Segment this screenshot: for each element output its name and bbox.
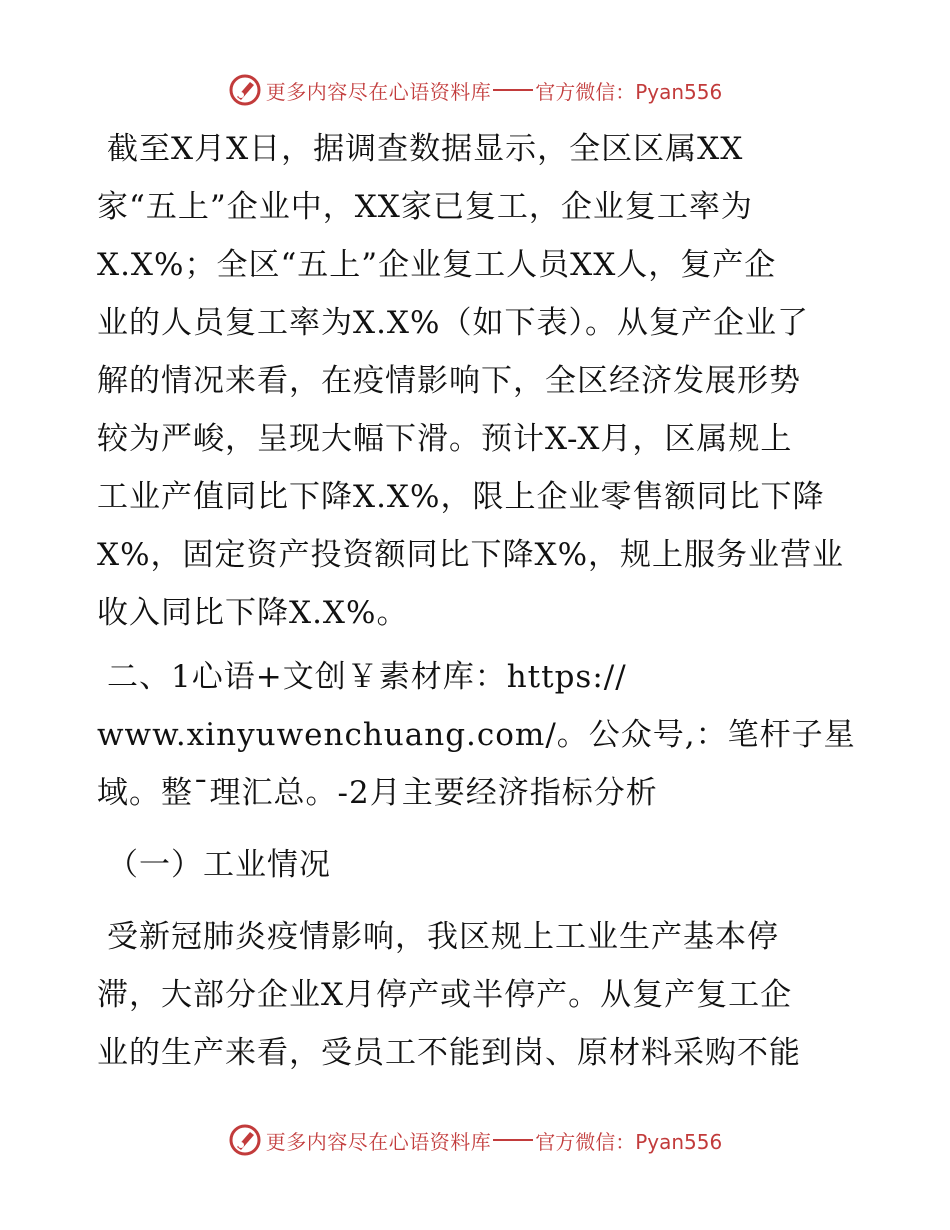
footer-banner-text: 更多内容尽在心语资料库: [265, 1129, 492, 1154]
xinyu-logo-icon: [228, 73, 262, 107]
body-line-8: X%，固定资产投资额同比下降X%，规上服务业营业: [97, 537, 845, 573]
subsection-heading-industry: （一）工业情况: [107, 847, 331, 883]
body-line-4: 业的人员复工率为X.X%（如下表）。从复产企业了: [97, 305, 809, 341]
body-line-5: 解的情况来看，在疫情影响下，全区经济发展形势: [97, 363, 801, 399]
footer-banner-dash: [493, 1139, 533, 1141]
body-line-1: 截至X月X日，据调查数据显示，全区区属XX: [107, 131, 744, 167]
body-line-14: 滞，大部分企业X月停产或半停产。从复产复工企: [97, 977, 793, 1013]
header-banner-contact: 官方微信：Pyan556: [535, 79, 723, 104]
body-line-13: 受新冠肺炎疫情影响，我区规上工业生产基本停: [107, 919, 779, 955]
body-line-6: 较为严峻，呈现大幅下滑。预计X-X月，区属规上: [97, 421, 793, 457]
footer-watermark-banner: [0, 1118, 950, 1162]
body-line-section-title: 域。整¯理汇总。-2月主要经济指标分析: [97, 775, 658, 811]
body-line-15: 业的生产来看，受员工不能到岗、原材料采购不能: [97, 1035, 801, 1071]
header-watermark-banner: [0, 68, 950, 112]
document-body: [97, 120, 867, 1082]
header-banner-text: 更多内容尽在心语资料库: [265, 79, 492, 104]
body-line-2: 家“五上”企业中，XX家已复工，企业复工率为: [97, 189, 753, 225]
xinyu-logo-icon: [228, 1123, 262, 1157]
body-line-3: X.X%；全区“五上”企业复工人员XX人，复产企: [97, 247, 777, 283]
header-banner-dash: [493, 89, 533, 91]
section-heading-2: 二、1心语+文创￥素材库：https://: [107, 659, 627, 695]
body-line-9: 收入同比下降X.X%。: [97, 595, 409, 631]
footer-banner-contact: 官方微信：Pyan556: [535, 1129, 723, 1154]
body-line-url: www.xinyuwenchuang.com/。公众号,：笔杆子星: [97, 717, 856, 753]
body-line-7: 工业产值同比下降X.X%，限上企业零售额同比下降: [97, 479, 825, 515]
